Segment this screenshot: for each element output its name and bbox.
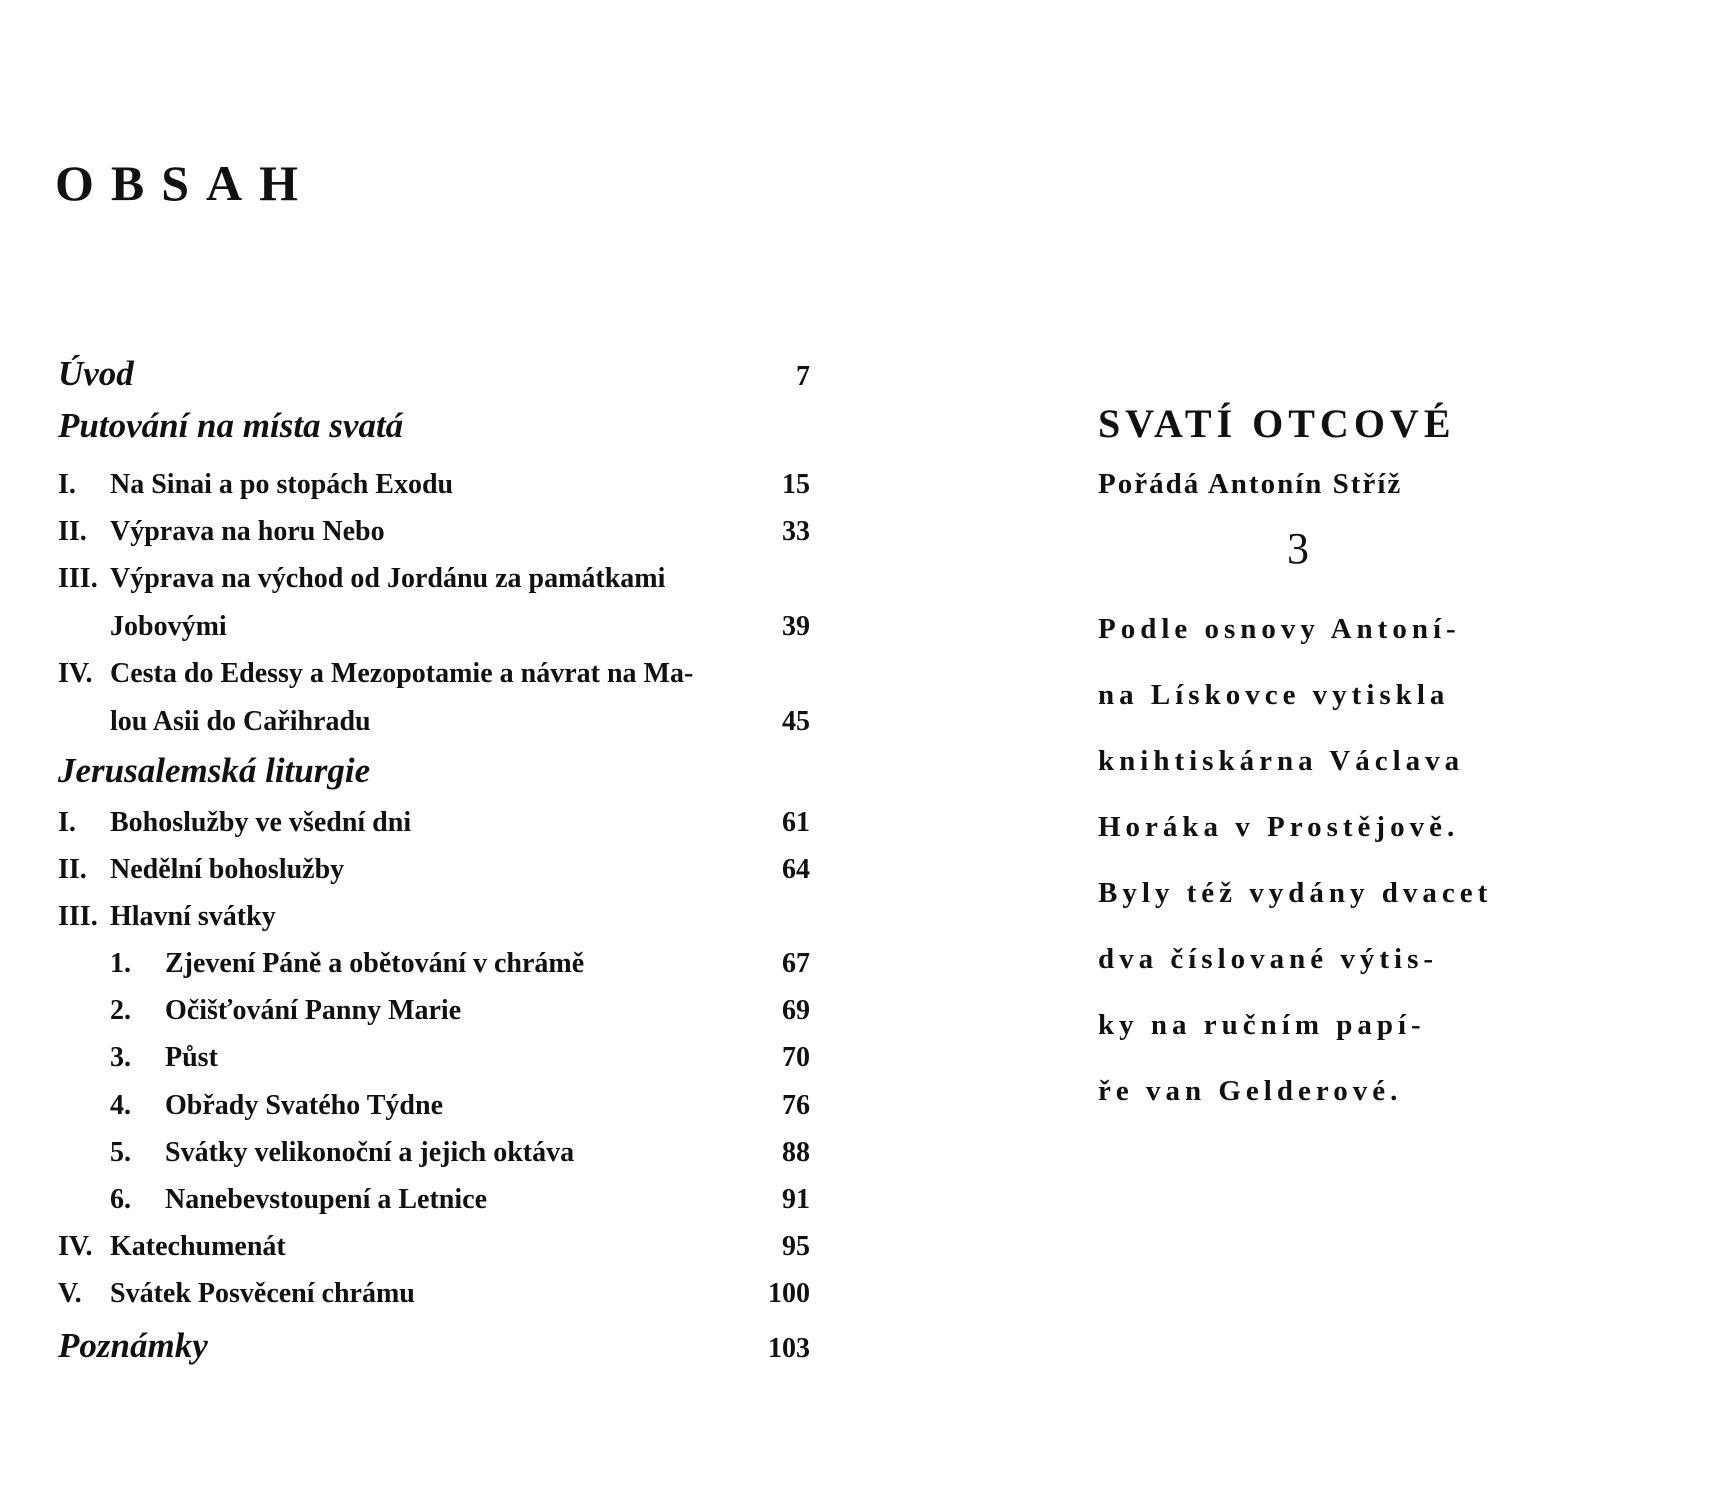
toc-entry	[58, 1186, 810, 1214]
toc-entry-title: Očišťování Panny Marie	[165, 995, 462, 1026]
toc-entry	[58, 565, 810, 593]
toc-entry	[58, 408, 810, 443]
toc-entry-title: lou Asii do Cařihradu	[110, 706, 371, 737]
toc-entry	[58, 1280, 810, 1308]
toc-entry-title: Nedělní bohoslužby	[110, 854, 345, 885]
toc-entry-title: Obřady Svatého Týdne	[165, 1090, 443, 1121]
toc-entry-title: Cesta do Edessy a Mezopotamie a návrat na Ma-	[110, 658, 694, 689]
colophon-line: dva číslované výtis-	[1098, 943, 1439, 975]
colophon-line: ře van Gelderové.	[1098, 1075, 1403, 1107]
colophon-line: Horáka v Prostějově.	[1098, 811, 1460, 843]
toc-page-number: 33	[782, 516, 810, 547]
colophon-line: knihtiskárna Václava	[1098, 745, 1465, 777]
toc-page-number: 7	[796, 361, 810, 392]
toc-entry-number: 2.	[110, 995, 131, 1026]
toc-entry-title: Na Sinai a po stopách Exodu	[110, 469, 454, 500]
toc-entry-title: Nanebevstoupení a Letnice	[165, 1184, 487, 1215]
toc-entry-number: III.	[58, 901, 98, 932]
toc-page-number: 64	[782, 854, 810, 885]
toc-entry-number: 4.	[110, 1090, 131, 1121]
editor-line: Pořádá Antonín Stříž	[1098, 468, 1403, 500]
toc-entry-title: Hlavní svátky	[110, 901, 276, 932]
toc-entry-title: Jobovými	[110, 611, 227, 642]
toc-entry	[58, 809, 810, 837]
toc-page-number: 100	[768, 1278, 810, 1309]
toc-page-number: 76	[782, 1090, 810, 1121]
toc-entry-title: Svátek Posvěcení chrámu	[110, 1278, 415, 1309]
toc-entry-number: V.	[58, 1278, 82, 1309]
toc-entry-title: Půst	[165, 1042, 218, 1073]
toc-section-title: Putování na místa svatá	[58, 406, 404, 445]
toc-entry-title: Katechumenát	[110, 1231, 286, 1262]
toc-page-number: 39	[782, 611, 810, 642]
toc-entry	[58, 518, 810, 546]
colophon-line: Byly též vydány dvacet	[1098, 877, 1493, 909]
colophon-text	[1098, 596, 1518, 1124]
series-title: SVATÍ OTCOVÉ	[1098, 401, 1456, 446]
volume-number: 3	[1287, 524, 1309, 573]
toc-entry	[58, 471, 810, 499]
toc-entry	[58, 1139, 810, 1167]
toc-entry	[58, 753, 810, 788]
toc-page-number: 88	[782, 1137, 810, 1168]
toc-entry-number: 6.	[110, 1184, 131, 1215]
toc-entry-title: Výprava na východ od Jordánu za památkami	[110, 563, 666, 594]
toc-entry	[58, 708, 810, 736]
toc-entry	[58, 903, 810, 931]
toc-entry	[58, 950, 810, 978]
toc-entry	[58, 613, 810, 641]
toc-page-number: 15	[782, 469, 810, 500]
toc-entry-number: I.	[58, 807, 76, 838]
colophon-line: na Lískovce vytiskla	[1098, 679, 1450, 711]
colophon	[1098, 401, 1518, 1124]
toc-entry-number: II.	[58, 854, 87, 885]
toc-page-number: 67	[782, 948, 810, 979]
toc-page-number: 91	[782, 1184, 810, 1215]
toc-entry-title: Zjevení Páně a obětování v chrámě	[165, 948, 585, 979]
toc-entry	[58, 1233, 810, 1261]
toc-entry-title: Bohoslužby ve všední dni	[110, 807, 412, 838]
toc-entry	[58, 660, 810, 688]
toc-entry	[58, 856, 810, 884]
toc-section-title: Jerusalemská liturgie	[58, 751, 371, 790]
toc-entry-number: 5.	[110, 1137, 131, 1168]
colophon-line: ky na ručním papí-	[1098, 1009, 1426, 1041]
toc-section-title: Úvod	[58, 354, 134, 393]
toc-entry	[58, 997, 810, 1025]
toc-section-title: Poznámky	[58, 1326, 208, 1365]
toc-entry-number: II.	[58, 516, 87, 547]
toc-entry	[58, 356, 810, 391]
toc-entry-number: I.	[58, 469, 76, 500]
toc-entry-number: IV.	[58, 658, 93, 689]
toc-entry	[58, 1044, 810, 1072]
toc-page-number: 45	[782, 706, 810, 737]
toc-entry-number: IV.	[58, 1231, 93, 1262]
toc-entry-number: 3.	[110, 1042, 131, 1073]
toc-page-number: 69	[782, 995, 810, 1026]
toc-page-number: 95	[782, 1231, 810, 1262]
toc-entry-number: 1.	[110, 948, 131, 979]
toc-entry-title: Výprava na horu Nebo	[110, 516, 385, 547]
toc-page-number: 61	[782, 807, 810, 838]
toc-entry-number: III.	[58, 563, 98, 594]
toc-entry	[58, 1092, 810, 1120]
toc-entry-title: Svátky velikonoční a jejich oktáva	[165, 1137, 575, 1168]
toc-page-number: 70	[782, 1042, 810, 1073]
colophon-line: Podle osnovy Antoní-	[1098, 613, 1461, 645]
toc-page-number: 103	[768, 1333, 810, 1364]
page-title: OBSAH	[55, 155, 316, 211]
toc-entry	[58, 1328, 810, 1363]
